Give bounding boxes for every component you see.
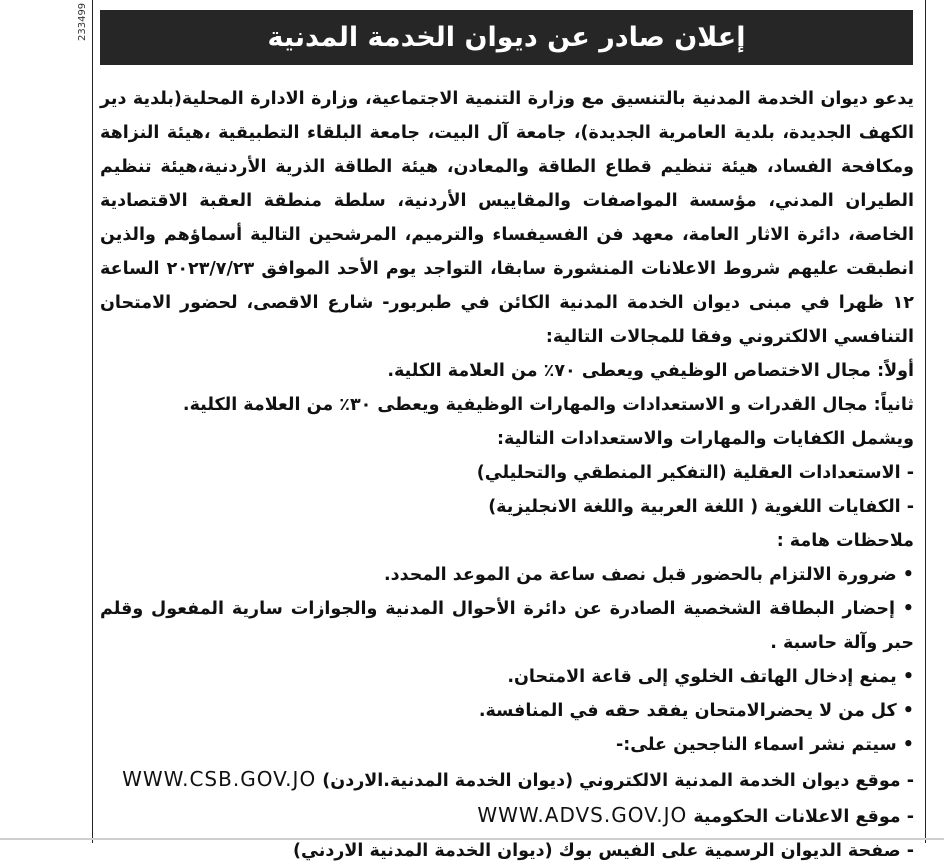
note-no-phone: • يمنع إدخال الهاتف الخلوي إلى قاعة الامتحان. [507,667,914,687]
note-id-card: • إحضار البطاقة الشخصية الصادرة عن دائرة الأحوال المدنية والجوازات سارية المفعول وقلم حبر وآلة حاسبة . [100,599,914,653]
ad-title-bar [100,10,913,65]
ad-id-number: 233499 [77,2,88,42]
site-facebook-label: - صفحة الديوان الرسمية على الفيس بوك (ديوان الخدمة المدنية الاردني) [293,841,914,861]
intro-paragraph: يدعو ديوان الخدمة المدنية بالتنسيق مع وزارة التنمية الاجتماعية، وزارة الادارة المحلية(بلدية دير الكهف الجديدة، بلدية العامرية الجديدة)، جامعة آل البيت، جامعة البلقاء التطبيقية ،هيئة النزاهة ومكافحة الفساد، هيئة تنظيم قطاع الطاقة والمعادن، هيئة الطاقة الذرية الأردنية،هيئة تنظيم الطيران المدني، مؤسسة المواصفات والمقاييس الأردنية، سلطة منطقة العقبة الاقتصادية الخاصة، دائرة الاثار العامة، معهد فن الفسيفساء والترميم، المرشحين التالية أسماؤهم والذين انطبقت عليهم شروط الاعلانات المنشورة سابقا، التواجد يوم الأحد الموافق ٢٠٢٣/٧/٢٣ الساعة ١٢ ظهرا في مبنى ديوان الخدمة المدنية الكائن في طبربور- شارع الاقصى، لحضور الامتحان التنافسي الالكتروني وفقا للمجالات التالية: [100,89,914,347]
field-specialization: أولاً: مجال الاختصاص الوظيفي ويعطى ٧٠٪ من العلامة الكلية. [387,361,914,381]
includes-heading: ويشمل الكفايات والمهارات والاستعدادات التالية: [496,429,914,449]
site-csb [100,762,914,798]
site-advs-label: - موقع الاعلانات الحكومية [693,807,914,827]
site-advs [100,798,914,834]
ad-title: إعلان صادر عن ديوان الخدمة المدنية [267,22,746,53]
site-csb-label: - موقع ديوان الخدمة المدنية الالكتروني (ديوان الخدمة المدنية.الاردن) [322,771,914,791]
field-abilities: ثانياً: مجال القدرات و الاستعدادات والمهارات الوظيفية ويعطى ٣٠٪ من العلامة الكلية. [182,395,914,415]
note-absence: • كل من لا يحضرالامتحان يفقد حقه في المنافسة. [478,701,914,721]
site-advs-url[interactable]: WWW.ADVS.GOV.JO [477,803,688,827]
bottom-divider [0,838,944,840]
site-csb-url[interactable]: WWW.CSB.GOV.JO [122,767,317,791]
include-language-skills: - الكفايات اللغوية ( اللغة العربية واللغة الانجليزية) [488,497,914,517]
note-results: • سيتم نشر اسماء الناجحين على:- [615,735,914,755]
note-punctuality: • ضرورة الالتزام بالحضور قبل نصف ساعة من الموعد المحدد. [384,565,914,585]
include-mental-aptitude: - الاستعدادات العقلية (التفكير المنطقي والتحليلي) [476,463,914,483]
ad-body [100,82,914,868]
notes-heading: ملاحظات هامة : [776,531,914,551]
